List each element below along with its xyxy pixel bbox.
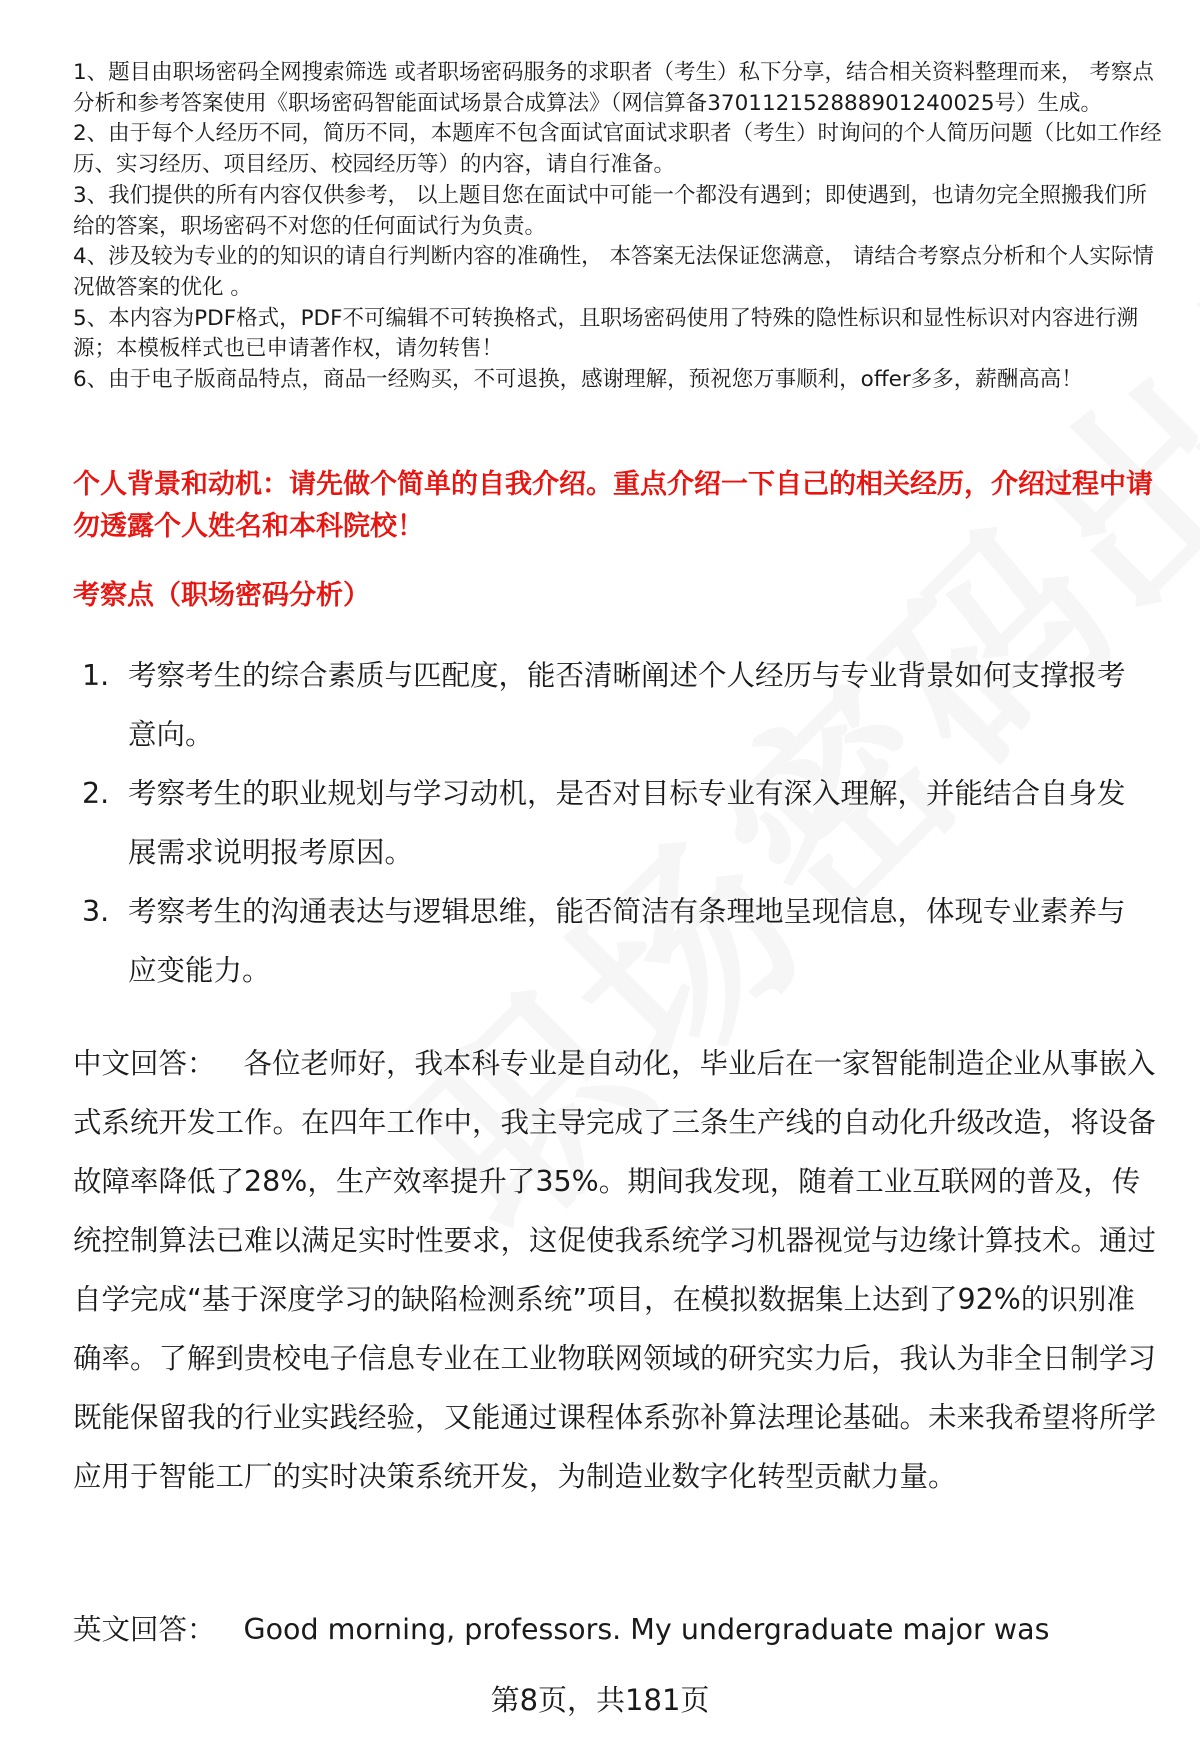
note-item: 4、涉及较为专业的的知识的请自行判断内容的准确性， 本答案无法保证您满意， 请结合考察点分析和个人实际情况做答案的优化 。 bbox=[73, 244, 1154, 300]
note-item: 3、我们提供的所有内容仅供参考， 以上题目您在面试中可能一个都没有遇到；即使遇到，也请勿完全照搬我们所给的答案，职场密码不对您的任何面试行为负责。 bbox=[73, 182, 1148, 239]
english-answer-text: Good morning, professors. My undergraduate major was bbox=[243, 1613, 1050, 1646]
list-number: 2. bbox=[82, 777, 110, 810]
list-text: 考察考生的沟通表达与逻辑思维，能否简洁有条理地呈现信息，体现专业素养与应变能力。 bbox=[128, 895, 1126, 987]
note-item: 1、题目由职场密码全网搜索筛选 或者职场密码服务的求职者（考生）私下分享，结合相关资料整理而来， 考察点分析和参考答案使用《职场密码智能面试场景合成算法》（网信算备370112152888901240025号）生成。 bbox=[73, 60, 1154, 116]
english-answer-label: 英文回答： bbox=[73, 1613, 216, 1646]
chinese-answer-text: 各位老师好，我本科专业是自动化，毕业后在一家智能制造企业从事嵌入式系统开发工作。在四年工作中，我主导完成了三条生产线的自动化升级改造，将设备故障率降低了28%，生产效率提升了35%。期间我发现，随着工业互联网的普及，传统控制算法已难以满足实时性要求，这促使我系统学习机器视觉与边缘计算技术。通过自学完成“基于深度学习的缺陷检测系统”项目，在模拟数据集上达到了92%的识别准确率。了解到贵校电子信息专业在工业物联网领域的研究实力后，我认为非全日制学习既能保留我的行业实践经验，又能通过课程体系弥补算法理论基础。未来我希望将所学应用于智能工厂的实时决策系统开发，为制造业数字化转型贡献力量。 bbox=[73, 1047, 1157, 1493]
question-title: 个人背景和动机：请先做个简单的自我介绍。重点介绍一下自己的相关经历，介绍过程中请勿透露个人姓名和本科院校！ bbox=[73, 469, 1153, 542]
list-text: 考察考生的综合素质与匹配度，能否清晰阐述个人经历与专业背景如何支撑报考意向。 bbox=[128, 659, 1126, 751]
list-item bbox=[82, 882, 1152, 1000]
page-number-footer: 第8页，共181页 bbox=[490, 1683, 710, 1717]
chinese-answer bbox=[73, 1034, 1163, 1506]
english-answer bbox=[73, 1600, 1163, 1659]
note-item: 2、由于每个人经历不同，简历不同，本题库不包含面试官面试求职者（考生）时询问的个人简历问题（比如工作经历、实习经历、项目经历、校园经历等）的内容，请自行准备。 bbox=[73, 121, 1162, 178]
section-title: 考察点（职场密码分析） bbox=[73, 580, 370, 611]
list-number: 3. bbox=[82, 895, 110, 928]
list-text: 考察考生的职业规划与学习动机，是否对目标专业有深入理解，并能结合自身发展需求说明报考原因。 bbox=[128, 777, 1126, 869]
list-number: 1. bbox=[82, 659, 110, 692]
list-item bbox=[82, 764, 1152, 882]
disclaimer-notes bbox=[73, 58, 1163, 396]
chinese-answer-label: 中文回答： bbox=[73, 1047, 216, 1080]
list-item bbox=[82, 646, 1152, 764]
note-item: 5、本内容为PDF格式，PDF不可编辑不可转换格式，且职场密码使用了特殊的隐性标识和显性标识对内容进行溯源；本模板样式也已申请著作权，请勿转售！ bbox=[73, 305, 1138, 362]
assessment-points bbox=[82, 646, 1152, 1000]
note-item: 6、由于电子版商品特点，商品一经购买，不可退换，感谢理解，预祝您万事顺利，offer多多，薪酬高高！ bbox=[73, 367, 1083, 393]
